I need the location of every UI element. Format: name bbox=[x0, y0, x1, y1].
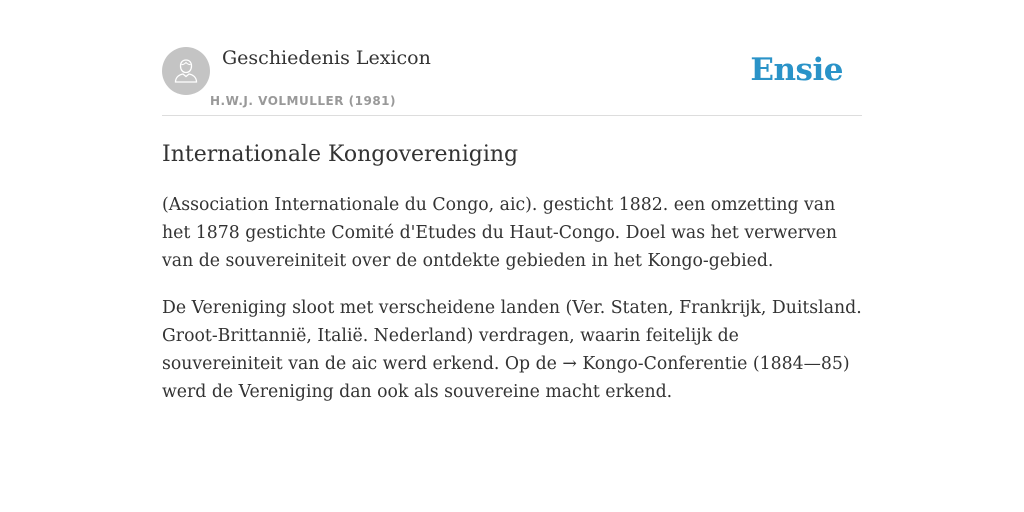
paragraph-2-text-after: (1884—85) werd de Vereniging dan ook als souvereine macht erkend. bbox=[162, 354, 850, 402]
user-icon bbox=[171, 56, 201, 86]
page-container bbox=[162, 0, 862, 406]
author-byline[interactable]: H.W.J. VOLMULLER (1981) bbox=[210, 94, 397, 108]
article-paragraph-2 bbox=[162, 294, 862, 406]
paragraph-2-text-before: De Vereniging sloot met verscheidene landen (Ver. Staten, Frankrijk, Duitsland. Groot-Brittannië, Italië. Nederland) verdragen, waarin feitelijk de souvereiniteit van de aic werd erkend. Op de bbox=[162, 298, 862, 374]
source-title[interactable]: Geschiedenis Lexicon bbox=[222, 47, 431, 69]
avatar[interactable] bbox=[162, 47, 210, 95]
article-title: Internationale Kongovereniging bbox=[162, 142, 519, 167]
ensie-logo[interactable]: Ensie bbox=[750, 52, 843, 88]
article-paragraph-1: (Association Internationale du Congo, aic). gesticht 1882. een omzetting van het 1878 gestichte Comité d'Etudes du Haut-Congo. Doel was het verwerven van de souvereiniteit over de ontdekte gebieden in het Kongo-gebied. bbox=[162, 195, 838, 271]
kongo-conferentie-link[interactable]: → Kongo-Conferentie bbox=[562, 354, 748, 374]
source-header bbox=[162, 46, 862, 116]
